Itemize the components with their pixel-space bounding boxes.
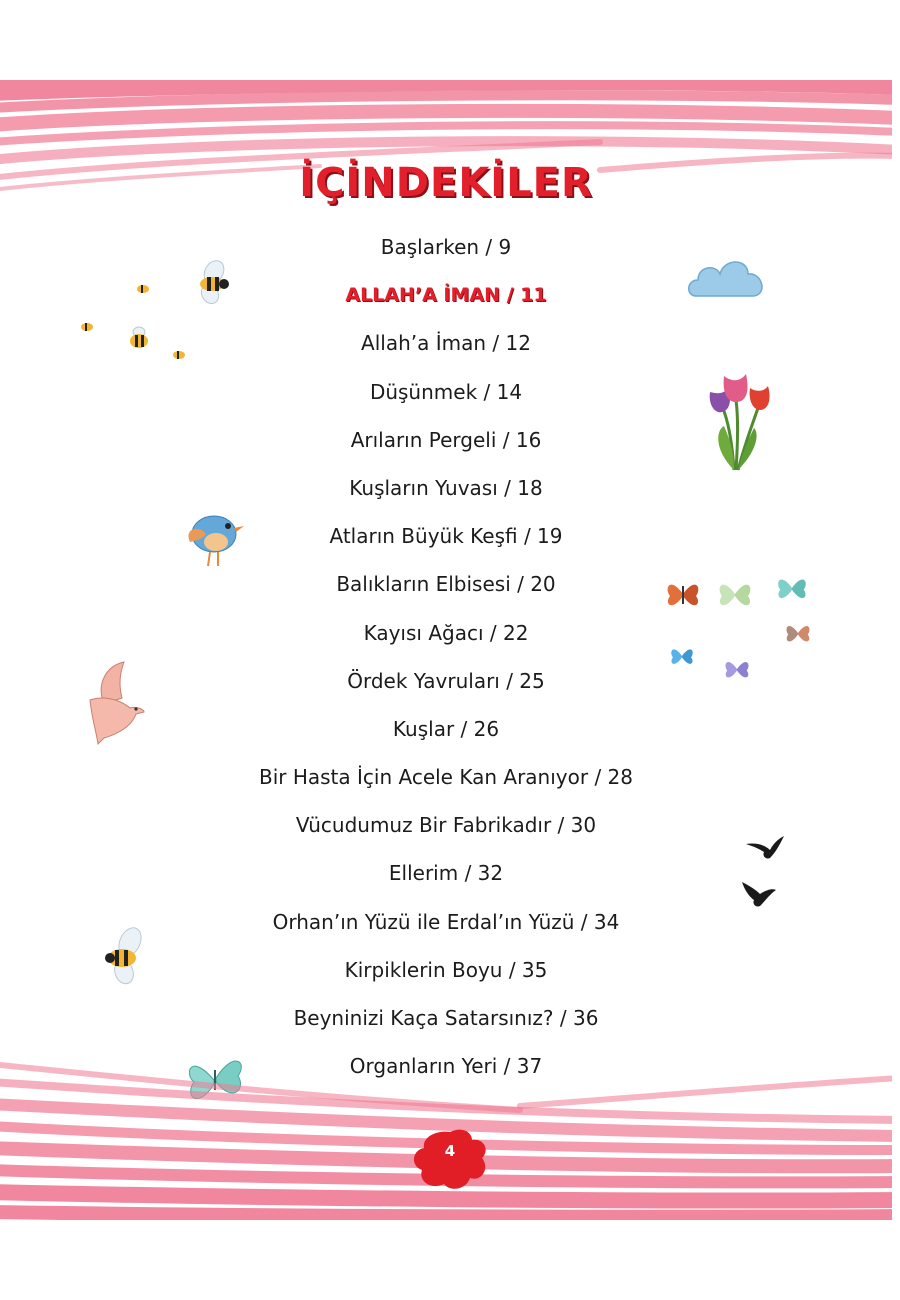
- bee-icon: [170, 346, 188, 364]
- toc-entry[interactable]: Kayısı Ağacı / 22: [363, 620, 529, 645]
- butterfly-icon: [722, 654, 752, 684]
- toc-entry[interactable]: Bir Hasta İçin Acele Kan Aranıyor / 28: [258, 765, 633, 790]
- toc-entry[interactable]: Kuşların Yuvası / 18: [349, 475, 543, 500]
- butterfly-icon: [774, 570, 810, 606]
- swallow-icon: [744, 832, 786, 862]
- toc-entry[interactable]: Düşünmek / 14: [369, 379, 523, 404]
- butterfly-icon: [668, 642, 696, 670]
- bee-icon: [124, 324, 154, 354]
- butterfly-icon: [782, 618, 814, 648]
- toc-entry[interactable]: Atların Büyük Keşfi / 19: [329, 524, 563, 549]
- toc-entry[interactable]: Allah’a İman / 12: [361, 331, 531, 356]
- butterfly-icon: [664, 574, 702, 614]
- page-number-badge: [410, 1126, 490, 1192]
- toc-entry[interactable]: Ellerim / 32: [388, 861, 504, 886]
- page-title: İÇİNDEKİLER: [299, 160, 593, 206]
- toc-entry[interactable]: Başlarken / 9: [380, 235, 512, 259]
- butterfly-icon: [716, 574, 754, 614]
- bee-icon: [190, 260, 236, 306]
- toc-entry[interactable]: Balıkların Elbisesi / 20: [336, 572, 556, 597]
- toc-entry[interactable]: Beyninizi Kaça Satarsınız? / 36: [293, 1006, 599, 1030]
- bluebird-icon: [184, 500, 248, 570]
- toc-page: [0, 80, 892, 1220]
- toc-entry[interactable]: Arıların Pergeli / 16: [350, 427, 542, 452]
- bee-icon: [134, 280, 152, 298]
- bee-icon: [100, 926, 146, 986]
- toc-entry[interactable]: Orhan’ın Yüzü ile Erdal’ın Yüzü / 34: [272, 909, 620, 934]
- bee-icon: [78, 318, 96, 336]
- swallow-icon: [740, 876, 778, 912]
- toc-section-heading[interactable]: ALLAH’A İMAN / 11: [345, 284, 547, 307]
- toc-entry[interactable]: Organların Yeri / 37: [349, 1054, 543, 1079]
- toc-entry[interactable]: Kuşlar / 26: [392, 716, 500, 741]
- toc-entry[interactable]: Vücudumuz Bir Fabrikadır / 30: [295, 813, 597, 838]
- dove-icon: [82, 660, 148, 746]
- toc-entry[interactable]: Ördek Yavruları / 25: [347, 668, 545, 693]
- cloud-icon: [686, 250, 768, 304]
- page-number: 4: [444, 1142, 456, 1160]
- toc-entry[interactable]: Kirpiklerin Boyu / 35: [344, 957, 548, 982]
- tulip-icon: [694, 370, 788, 474]
